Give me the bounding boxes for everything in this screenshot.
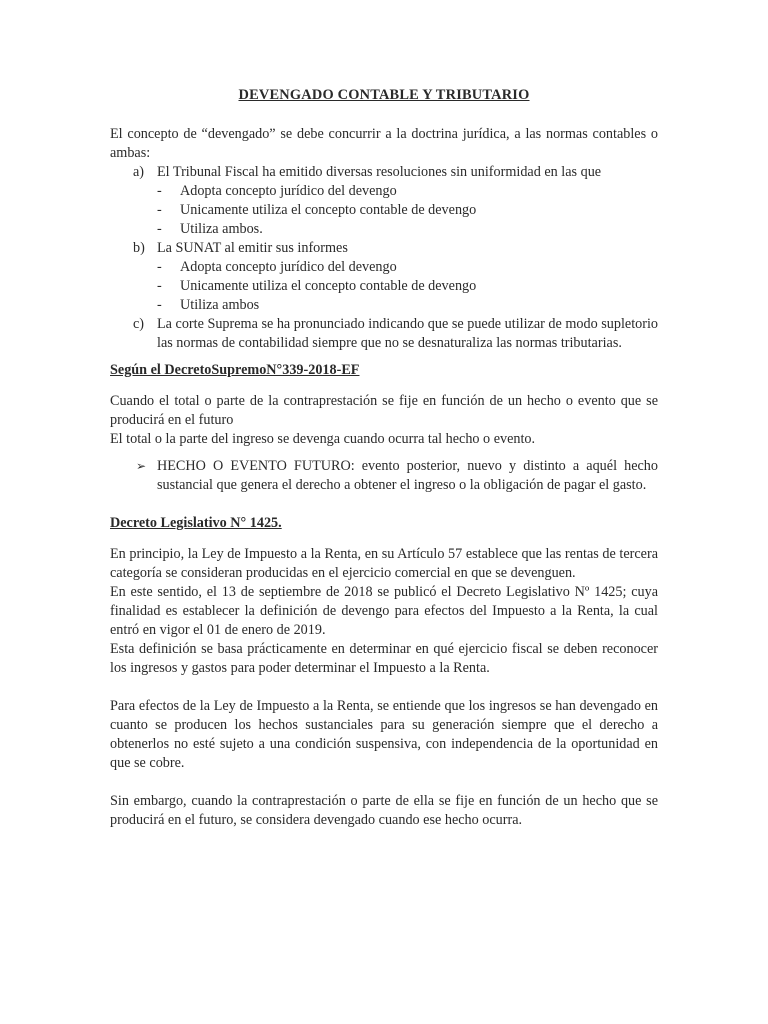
arrow-bullet-item (110, 457, 658, 495)
document-body (110, 86, 658, 830)
sub-list-item-text: Adopta concepto jurídico del devengo (180, 183, 397, 199)
spacer (110, 533, 658, 545)
list-item (110, 315, 658, 353)
document-title: DEVENGADO CONTABLE Y TRIBUTARIO (238, 87, 530, 103)
arrow-bullet-text: HECHO O EVENTO FUTURO: evento posterior, nuevo y distinto a aquél hecho sustancial que genera el derecho a obtener el ingreso o la obligación de pagar el gasto. (157, 458, 658, 493)
list-marker: c) (133, 316, 145, 332)
criteria-list (110, 163, 658, 353)
dash-marker: - (157, 221, 162, 237)
sub-list (157, 258, 658, 315)
dash-marker: - (157, 183, 162, 199)
list-marker: b) (133, 240, 145, 256)
list-item-text: La SUNAT al emitir sus informes (157, 240, 348, 256)
sub-list-item (157, 258, 658, 277)
intro-paragraph: El concepto de “devengado” se debe concurrir a la doctrina jurídica, a las normas contables o ambas: (110, 126, 658, 161)
paragraph: En principio, la Ley de Impuesto a la Renta, en su Artículo 57 establece que las rentas de tercera categoría se consideran producidas en el ejercicio comercial en que se devenguen. (110, 546, 658, 581)
paragraph: Para efectos de la Ley de Impuesto a la Renta, se entiende que los ingresos se han devengado en cuanto se producen los hechos sustanciales para su generación siempre que el derecho a obtenerlos no esté sujeto a una condición suspensiva, con independencia de la oportunidad en que se cobre. (110, 698, 658, 771)
paragraph: Cuando el total o parte de la contraprestación se fije en función de un hecho o evento que se producirá en el futuro (110, 393, 658, 428)
dash-marker: - (157, 278, 162, 294)
arrow-bullet-icon: ➢ (136, 459, 147, 473)
sub-list-item-text: Utiliza ambos. (180, 221, 263, 237)
paragraph: Esta definición se basa prácticamente en determinar en qué ejercicio fiscal se deben reconocer los ingresos y gastos para poder determinar el Impuesto a la Renta. (110, 641, 658, 676)
spacer (110, 353, 658, 361)
sub-list-item (157, 201, 658, 220)
sub-list-item-text: Utiliza ambos (180, 297, 260, 313)
spacer (110, 380, 658, 392)
sub-list (157, 182, 658, 239)
sub-list-item-text: Adopta concepto jurídico del devengo (180, 259, 397, 275)
sub-list-item (157, 296, 658, 315)
section-heading-decreto-legislativo: Decreto Legislativo N° 1425. (110, 515, 282, 531)
dash-marker: - (157, 297, 162, 313)
spacer (110, 449, 658, 457)
dash-marker: - (157, 259, 162, 275)
list-item (110, 163, 658, 239)
list-marker: a) (133, 164, 145, 180)
paragraph: Sin embargo, cuando la contraprestación o parte de ella se fije en función de un hecho que se producirá en el futuro, se considera devengado cuando ese hecho ocurra. (110, 793, 658, 828)
section-heading-decreto-supremo: Según el DecretoSupremoN°339-2018-EF (110, 362, 360, 378)
sub-list-item (157, 182, 658, 201)
sub-list-item (157, 220, 658, 239)
dash-marker: - (157, 202, 162, 218)
sub-list-item-text: Unicamente utiliza el concepto contable de devengo (180, 202, 477, 218)
paragraph: En este sentido, el 13 de septiembre de 2018 se publicó el Decreto Legislativo Nº 1425; cuya finalidad es establecer la definición de devengo para efectos del Impuesto a la Renta, la cual entró en vigor el 01 de enero de 2019. (110, 584, 658, 638)
spacer (110, 773, 658, 792)
paragraph: El total o la parte del ingreso se devenga cuando ocurra tal hecho o evento. (110, 431, 536, 447)
list-item-text: La corte Suprema se ha pronunciado indicando que se puede utilizar de modo supletorio las normas de contabilidad siempre que no se desnaturaliza las normas tributarias. (157, 316, 658, 351)
sub-list-item (157, 277, 658, 296)
spacer (110, 678, 658, 697)
spacer (110, 495, 658, 514)
list-item (110, 239, 658, 315)
sub-list-item-text: Unicamente utiliza el concepto contable de devengo (180, 278, 477, 294)
list-item-text: El Tribunal Fiscal ha emitido diversas resoluciones sin uniformidad en las que (157, 164, 602, 180)
